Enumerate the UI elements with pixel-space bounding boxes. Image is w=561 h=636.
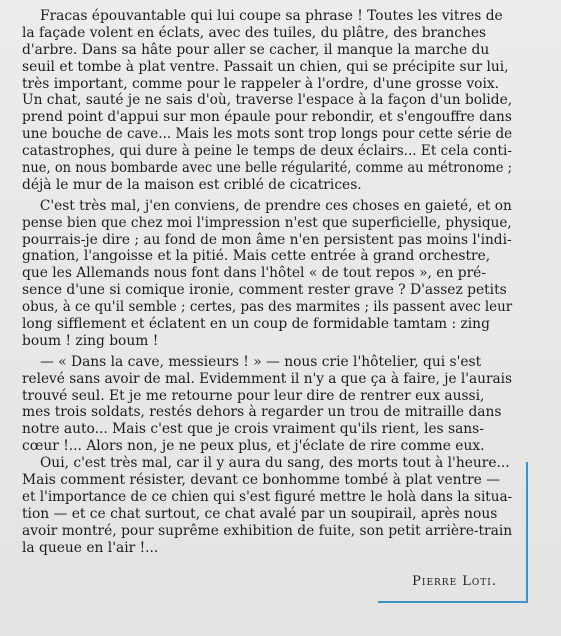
text-line: Fracas épouvantable qui lui coupe sa phrase ! Toutes les vitres de — [40, 8, 503, 24]
text-line: nue, on nous bombarde avec une belle régularité, comme au métronome ; — [22, 160, 513, 177]
author-signature: Pierre Loti. — [412, 574, 497, 589]
text-line: mes trois soldats, restés dehors à regarder un trou de mitraille dans — [22, 404, 502, 421]
text-line: boum ! zing boum ! — [22, 332, 159, 349]
text-line: relevé sans avoir de mal. Evidemment il n'y a que ça à faire, je l'aurais — [22, 370, 513, 387]
text-line: long sifflement et éclatent en un coup de formidable tamtam : zing — [22, 316, 490, 333]
text-line: avoir montré, pour suprême exhibition de fuite, son petit arrière-train — [22, 522, 513, 539]
text-line: d'arbre. Dans sa hâte pour aller se cacher, il manque la marche du — [22, 41, 490, 58]
highlight-bracket-vertical — [526, 462, 528, 603]
text-line: pourrais-je dire ; au fond de mon âme n'en persistent pas moins l'indi- — [22, 231, 512, 248]
text-line: prend point d'appui sur mon épaule pour rebondir, et s'engouffre dans — [22, 109, 512, 126]
paragraph-3 — [22, 354, 512, 455]
text-line: C'est très mal, j'en conviens, de prendre ces choses en gaieté, et on — [39, 197, 512, 214]
text-line: — « Dans la cave, messieurs ! » — nous crie l'hôtelier, qui s'est — [40, 353, 482, 370]
text-line: Oui, c'est très mal, car il y aura du sang, des morts tout à l'heure... — [40, 455, 510, 472]
text-line: déjà le mur de la maison est criblé de cicatrices. — [22, 176, 362, 193]
text-line: Un chat, sauté je ne sais d'où, traverse l'espace à la façon d'un bolide, — [22, 92, 513, 109]
text-line: une bouche de cave... Mais les mots sont trop longs pour cette série de — [22, 126, 513, 143]
text-line: cœur !... Alors non, je ne peux plus, et j'éclate de rire comme eux. — [22, 438, 485, 455]
text-line: catastrophes, qui dure à peine le temps de deux éclairs... Et cela conti- — [22, 143, 512, 160]
paragraph-2 — [22, 198, 512, 350]
text-line: Mais comment résister, devant ce bonhomme tombé à plat ventre — — [22, 472, 501, 489]
text-line: que les Allemands nous font dans l'hôtel « de tout repos », en pré- — [22, 265, 486, 282]
article-text — [22, 8, 512, 557]
text-line: sence d'une si comique ironie, comment rester grave ? D'assez petits — [22, 282, 507, 299]
text-line: et l'importance de ce chien qui s'est figuré mettre le holà dans la situa- — [22, 488, 513, 505]
text-line: tion — et ce chat surtout, ce chat avalé par un soupirail, après nous — [22, 505, 498, 522]
text-line: gnation, l'angoisse et la pitié. Mais cette entrée à grand orchestre, — [22, 248, 491, 265]
text-line: obus, à ce qu'il semble ; certes, pas des marmites ; ils passent avec leur — [22, 299, 513, 316]
paragraph-4 — [22, 455, 512, 556]
text-line: la façade volent en éclats, avec des tuiles, du plâtre, des branches — [22, 24, 487, 41]
text-line: seuil et tombe à plat ventre. Passait un chien, qui se précipite sur lui, — [22, 58, 509, 75]
text-line: pense bien que chez moi l'impression n'est que superficielle, physique, — [22, 214, 512, 231]
text-line: très important, comme pour le rappeler à l'ordre, d'une grosse voix. — [22, 75, 500, 92]
text-line: trouvé seul. Et je me retourne pour leur dire de rentrer eux aussi, — [22, 387, 485, 404]
text-line: notre auto... Mais c'est que je crois vraiment qu'ils rient, les sans- — [22, 421, 484, 438]
highlight-bracket-horizontal — [378, 601, 528, 603]
paragraph-1 — [22, 8, 512, 194]
text-line: la queue en l'air !... — [22, 539, 159, 556]
